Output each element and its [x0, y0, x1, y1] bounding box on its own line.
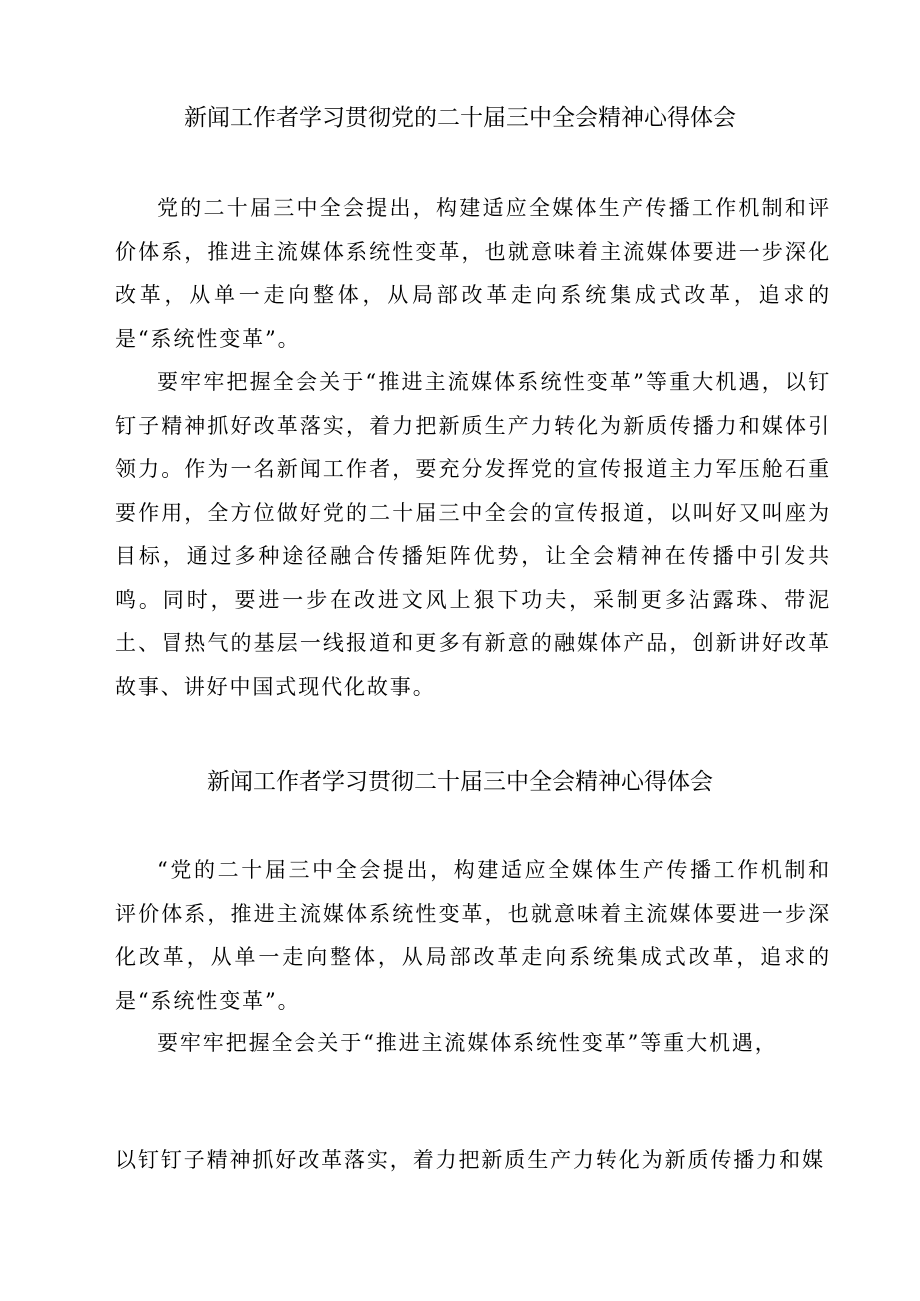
article1-title: 新闻工作者学习贯彻党的二十届三中全会精神心得体会: [184, 105, 736, 131]
article2-paragraph-3: 以钉钉子精神抓好改革落实，着力把新质生产力转化为新质传播力和媒: [115, 1148, 825, 1172]
article2-title: 新闻工作者学习贯彻二十届三中全会精神心得体会: [207, 769, 713, 795]
article2-paragraph-1: “党的二十届三中全会提出，构建适应全媒体生产传播工作机制和评价体系，推进主流媒体系统性变革，也就意味着主流媒体要进一步深化改革，从单一走向整体，从局部改革走向系统集成式改革，追求的是“系统性变革”。: [115, 858, 831, 1013]
article1-paragraph-1: 党的二十届三中全会提出，构建适应全媒体生产传播工作机制和评价体系，推进主流媒体系统性变革，也就意味着主流媒体要进一步深化改革，从单一走向整体，从局部改革走向系统集成式改革，追求的是“系统性变革”。: [115, 196, 831, 351]
article1-paragraph-2: 要牢牢把握全会关于“推进主流媒体系统性变革”等重大机遇，以钉钉子精神抓好改革落实，着力把新质生产力转化为新质传播力和媒体引领力。作为一名新闻工作者，要充分发挥党的宣传报道主力军压舱石重要作用，全方位做好党的二十届三中全会的宣传报道，以叫好又叫座为目标，通过多种途径融合传播矩阵优势，让全会精神在传播中引发共鸣。同时，要进一步在改进文风上狠下功夫，采制更多沾露珠、带泥土、冒热气的基层一线报道和更多有新意的融媒体产品，创新讲好改革故事、讲好中国式现代化故事。: [115, 370, 831, 699]
article2-paragraph-2: 要牢牢把握全会关于“推进主流媒体系统性变革”等重大机遇，: [157, 1031, 778, 1055]
